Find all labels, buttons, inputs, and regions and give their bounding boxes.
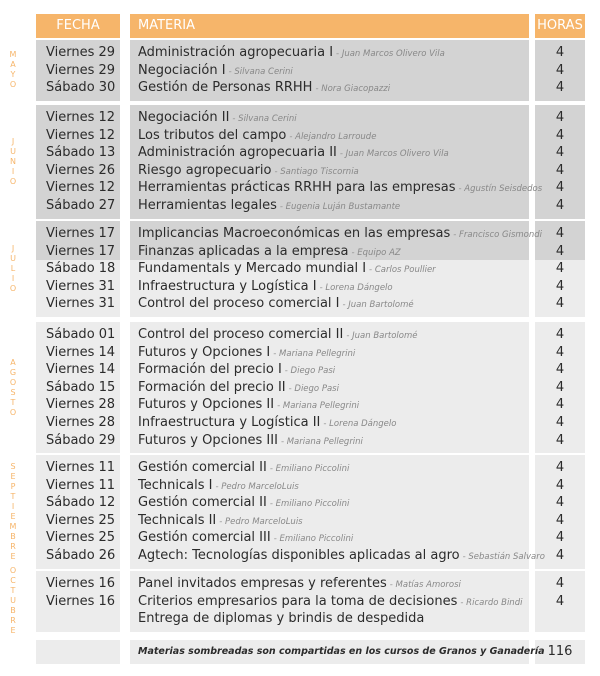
row-subject: Fundamentals y Mercado mundial I — [138, 261, 367, 277]
row-professor: - Mariana Pellegrini — [280, 436, 363, 447]
row-hours: 4 — [555, 261, 565, 277]
row-shade — [36, 640, 120, 664]
month-letter: T — [10, 491, 16, 501]
row-hours: 4 — [555, 180, 565, 196]
month-letter: M — [9, 521, 17, 531]
month-letter: U — [10, 146, 16, 156]
month-letter: O — [9, 566, 17, 576]
row-subject-cell — [138, 225, 542, 244]
row-subject: Criterios empresarios para la toma de decisiones — [138, 593, 458, 609]
row-date: Viernes 11 — [46, 477, 116, 493]
row-professor: - Lorena Dángelo — [323, 419, 397, 429]
row-subject: Technicals II — [138, 512, 217, 528]
row-date: Viernes 29 — [46, 45, 116, 60]
row-date: Sábado 13 — [46, 145, 116, 161]
month-label-junio — [2, 105, 24, 219]
row-subject-cell — [138, 361, 335, 380]
month-label-septiembre — [2, 455, 24, 569]
row-subject: Gestión comercial II — [138, 460, 267, 475]
row-subject-cell — [138, 379, 339, 398]
row-subject-cell — [138, 494, 349, 513]
month-letter: E — [10, 511, 16, 521]
row-date: Viernes 28 — [46, 397, 116, 413]
row-subject: Herramientas prácticas RRHH para las empresas — [138, 180, 456, 196]
row-subject: Formación del precio II — [138, 379, 286, 395]
row-date: Viernes 16 — [46, 593, 116, 609]
month-letter: R — [10, 616, 16, 626]
row-date: Viernes 11 — [46, 460, 116, 475]
row-subject-cell — [138, 459, 349, 478]
row-hours: 4 — [555, 162, 565, 178]
month-letter: R — [10, 541, 16, 551]
month-letter: E — [10, 471, 16, 481]
row-subject-cell — [138, 44, 445, 63]
row-subject: Futuros y Opciones I — [138, 344, 271, 360]
row-professor: - Alejandro Larroude — [289, 131, 377, 142]
row-hours: 4 — [555, 530, 565, 546]
row-subject-cell — [138, 326, 417, 345]
row-date: Viernes 12 — [46, 127, 116, 143]
month-letter: N — [10, 156, 16, 166]
month-letter: U — [10, 596, 16, 606]
month-letter: G — [9, 367, 17, 377]
row-professor: - Lorena Dángelo — [319, 282, 393, 293]
month-letter: O — [9, 176, 17, 186]
row-subject-cell — [138, 79, 390, 98]
month-letter: P — [10, 481, 16, 491]
row-hours: 4 — [555, 576, 565, 591]
row-subject: Implicancias Macroeconómicas en las empresas — [138, 226, 451, 241]
month-letter: S — [10, 461, 16, 471]
row-subject-cell — [138, 432, 363, 451]
row-hours: 4 — [555, 296, 565, 312]
row-hours: 4 — [555, 460, 565, 475]
row-subject-cell — [138, 477, 299, 496]
row-professor: - Emiliano Piccolini — [269, 499, 350, 510]
row-hours: 4 — [555, 327, 565, 342]
row-subject: Gestión de Personas RRHH — [138, 80, 313, 96]
month-letter: O — [9, 407, 17, 417]
row-professor: - Silvana Cerini — [232, 114, 297, 124]
row-professor: - Juan Marcos Olivero Vila — [336, 49, 445, 59]
row-subject-cell — [138, 62, 293, 81]
row-professor: - Pedro MarceloLuis — [219, 516, 303, 527]
month-letter: T — [10, 397, 16, 407]
row-date: Viernes 17 — [46, 226, 116, 241]
row-subject: Technicals I — [138, 477, 213, 493]
total-hours: 116 — [547, 644, 573, 659]
row-subject: Los tributos del campo — [138, 127, 287, 143]
row-hours: 4 — [555, 548, 565, 563]
row-subject: Administración agropecuaria II — [138, 145, 337, 161]
row-professor: - Diego Pasi — [288, 383, 339, 394]
row-professor: - Eugenia Luján Bustamante — [279, 202, 401, 212]
row-professor: - Juan Marcos Olivero Vila — [339, 149, 449, 160]
row-subject-cell — [138, 162, 359, 181]
month-letter: J — [11, 244, 15, 253]
row-date: Sábado 12 — [46, 495, 116, 511]
month-letter: E — [10, 626, 16, 636]
month-letter: O — [9, 284, 17, 293]
month-letter: E — [10, 551, 16, 561]
month-letter: B — [10, 531, 16, 541]
row-date: Viernes 31 — [46, 278, 116, 294]
row-subject: Gestión comercial II — [138, 495, 267, 511]
row-date: Viernes 14 — [46, 362, 116, 378]
row-date: Viernes 12 — [46, 180, 116, 196]
row-date: Viernes 14 — [46, 344, 116, 360]
month-letter: U — [10, 254, 16, 263]
footer-note: Materias sombreadas son compartidas en los cursos de Granos y Ganadería — [138, 646, 545, 657]
row-hours: 4 — [555, 226, 565, 241]
row-hours: 4 — [555, 278, 565, 294]
row-subject: Futuros y Opciones III — [138, 432, 278, 448]
month-letter: I — [11, 274, 15, 283]
row-subject: Riesgo agropecuario — [138, 162, 272, 178]
month-label-mayo — [2, 40, 24, 101]
month-letter: C — [10, 576, 16, 586]
row-date: Sábado 26 — [46, 548, 116, 563]
row-subject-cell — [138, 575, 461, 594]
row-subject-cell — [138, 144, 449, 163]
row-date: Viernes 25 — [46, 530, 116, 546]
row-hours: 4 — [555, 512, 565, 528]
row-date: Sábado 01 — [46, 327, 116, 342]
month-label-agosto — [2, 322, 24, 453]
row-subject: Administración agropecuaria I — [138, 45, 334, 60]
row-subject: Infraestructura y Logística II — [138, 415, 321, 430]
row-subject: Negociación II — [138, 110, 230, 125]
row-professor: - Diego Pasi — [284, 366, 336, 377]
row-professor: - Ricardo Bindi — [460, 597, 523, 608]
row-hours: 4 — [555, 397, 565, 413]
row-subject: Formación del precio I — [138, 362, 282, 378]
month-letter: S — [10, 387, 16, 397]
row-professor: - Matías Amorosi — [389, 580, 461, 590]
header-horas: HORAS — [535, 14, 585, 38]
row-hours: 4 — [555, 198, 565, 213]
row-date: Sábado 15 — [46, 379, 116, 395]
row-professor: - Carlos Poullier — [369, 265, 436, 276]
month-letter: L — [10, 264, 16, 273]
row-subject-cell — [138, 529, 353, 548]
row-professor: - Agustín Seisdedos — [458, 184, 543, 195]
month-letter: I — [11, 501, 15, 511]
row-subject: Futuros y Opciones II — [138, 397, 275, 413]
month-letter: M — [9, 50, 17, 60]
row-professor: - Equipo AZ — [351, 247, 401, 258]
row-subject-cell — [138, 295, 414, 314]
row-subject-cell — [138, 512, 303, 531]
row-professor: - Sebastián Salvaro — [462, 552, 545, 562]
row-date: Viernes 31 — [46, 296, 116, 312]
month-letter: O — [9, 80, 17, 90]
row-hours: 4 — [555, 593, 565, 609]
row-hours: 4 — [555, 477, 565, 493]
row-professor: - Nora Giacopazzi — [315, 84, 391, 95]
row-hours: 4 — [555, 80, 565, 96]
row-date: Viernes 28 — [46, 415, 116, 430]
row-subject-cell — [138, 197, 400, 216]
row-subject: Infraestructura y Logística I — [138, 278, 317, 294]
row-subject-cell — [138, 396, 359, 415]
row-subject: Finanzas aplicadas a la empresa — [138, 243, 349, 259]
header-materia: MATERIA — [130, 14, 529, 38]
row-hours: 4 — [555, 362, 565, 378]
row-date: Sábado 18 — [46, 261, 116, 277]
row-subject-cell — [138, 547, 545, 566]
row-subject: Agtech: Tecnologías disponibles aplicadas al agro — [138, 548, 460, 563]
row-subject-cell — [138, 278, 393, 297]
row-date: Viernes 12 — [46, 110, 116, 125]
row-subject: Negociación I — [138, 62, 226, 78]
row-hours: 4 — [555, 243, 565, 259]
row-subject-cell — [138, 243, 401, 262]
row-date: Viernes 25 — [46, 512, 116, 528]
row-hours: 4 — [555, 344, 565, 360]
row-professor: - Francisco Gismondi — [453, 230, 543, 240]
row-subject: Panel invitados empresas y referentes — [138, 576, 387, 591]
row-professor: - Emiliano Piccolini — [269, 464, 350, 474]
row-professor: - Mariana Pellegrini — [273, 348, 356, 359]
month-letter: Y — [10, 70, 16, 80]
row-subject: Entrega de diplomas y brindis de despedida — [138, 611, 425, 627]
month-letter: I — [11, 166, 15, 176]
row-date: Sábado 29 — [46, 432, 116, 448]
row-hours: 4 — [555, 379, 565, 395]
row-subject: Control del proceso comercial I — [138, 296, 340, 312]
month-label-julio — [2, 221, 24, 317]
row-hours: 4 — [555, 127, 565, 143]
row-professor: - Mariana Pellegrini — [277, 401, 360, 412]
row-subject-cell — [138, 593, 522, 612]
row-subject-cell — [138, 109, 297, 128]
row-hours: 4 — [555, 45, 565, 60]
row-subject-cell — [138, 127, 376, 146]
row-hours: 4 — [555, 495, 565, 511]
row-date: Viernes 29 — [46, 62, 116, 78]
row-professor: - Santiago Tiscornia — [274, 166, 359, 177]
row-subject: Gestión comercial III — [138, 530, 271, 546]
row-subject-cell — [138, 414, 396, 433]
month-letter: A — [10, 60, 16, 70]
header-fecha: FECHA — [36, 14, 120, 38]
month-label-octubre — [2, 566, 24, 636]
month-letter: O — [9, 377, 17, 387]
row-subject: Herramientas legales — [138, 198, 277, 213]
row-professor: - Juan Bartolomé — [346, 331, 418, 341]
row-subject: Control del proceso comercial II — [138, 327, 344, 342]
row-subject-cell — [138, 179, 542, 198]
row-subject-cell — [138, 344, 355, 363]
row-date: Sábado 30 — [46, 80, 116, 96]
row-date: Viernes 17 — [46, 243, 116, 259]
row-professor: - Silvana Cerini — [228, 66, 293, 77]
row-subject-cell — [138, 260, 436, 279]
row-date: Sábado 27 — [46, 198, 116, 213]
row-date: Viernes 26 — [46, 162, 116, 178]
row-date: Viernes 16 — [46, 576, 116, 591]
row-professor: - Emiliano Piccolini — [273, 534, 354, 545]
row-professor: - Juan Bartolomé — [342, 300, 414, 311]
row-subject-cell — [138, 610, 427, 629]
month-letter: B — [10, 606, 16, 616]
month-letter: J — [11, 136, 15, 146]
month-letter: A — [10, 357, 16, 367]
row-hours: 4 — [555, 415, 565, 430]
row-hours: 4 — [555, 62, 565, 78]
row-hours: 4 — [555, 432, 565, 448]
row-hours: 4 — [555, 110, 565, 125]
month-letter: T — [10, 586, 16, 596]
row-hours: 4 — [555, 145, 565, 161]
row-professor: - Pedro MarceloLuis — [215, 481, 299, 492]
